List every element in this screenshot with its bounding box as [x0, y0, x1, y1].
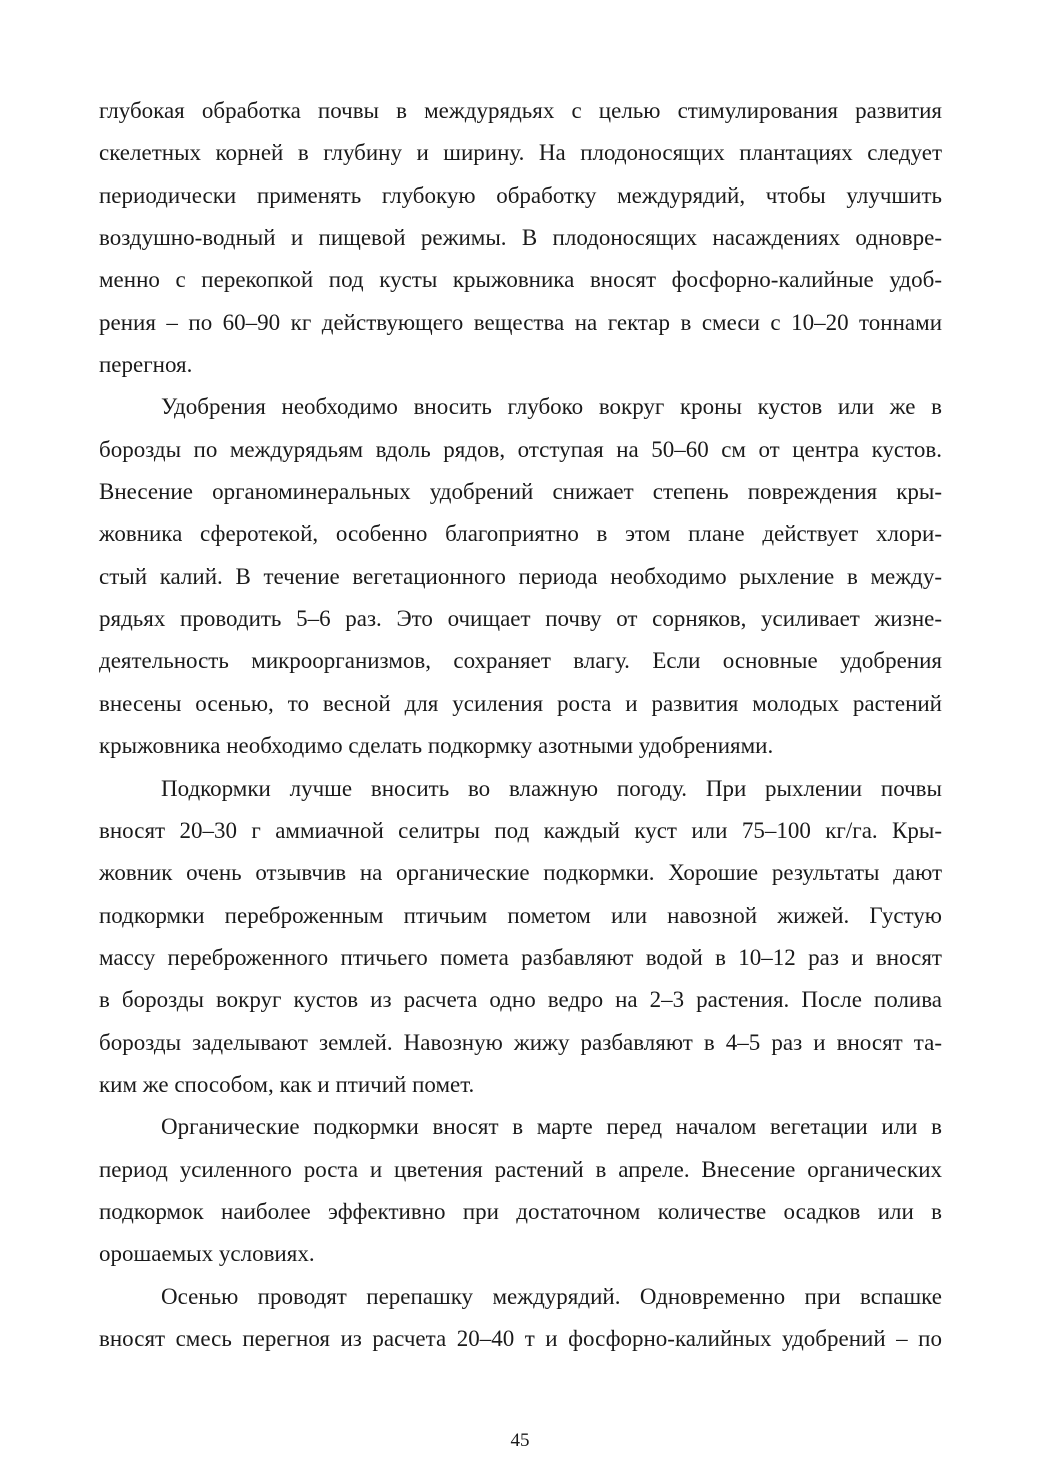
text-line: Подкормки лучше вносить во влажную погоду. При рыхлении почвы — [161, 775, 942, 801]
text-line: ким же способом, как и птичий помет. — [99, 1071, 475, 1097]
text-line: жовника сферотекой, особенно благоприятно в этом плане действует хлори- — [99, 521, 942, 547]
text-line: Органические подкормки вносят в марте перед началом вегетации или в — [161, 1114, 942, 1140]
text-line: борозды по междурядьям вдоль рядов, отступая на 50–60 см от центра кустов. — [99, 436, 942, 462]
page-number: 45 — [510, 1430, 530, 1451]
paragraph-1 — [99, 90, 942, 386]
text-line: менно с перекопкой под кусты крыжовника вносят фосфорно-калийные удоб- — [99, 267, 942, 293]
text-line: период усиленного роста и цветения растений в апреле. Внесение органических — [99, 1156, 942, 1182]
text-line: в борозды вокруг кустов из расчета одно ведро на 2–3 растения. После полива — [99, 987, 942, 1013]
text-line: воздушно-водный и пищевой режимы. В плодоносящих насаждениях одновре- — [99, 225, 942, 251]
text-line: периодически применять глубокую обработку междурядий, чтобы улучшить — [99, 182, 942, 208]
text-line: Удобрения необходимо вносить глубоко вокруг кроны кустов или же в — [161, 394, 942, 420]
text-line: жовник очень отзывчив на органические подкормки. Хорошие результаты дают — [99, 860, 942, 886]
text-line: рения – по 60–90 кг действующего вещества на гектар в смеси с 10–20 тоннами — [99, 309, 942, 335]
text-line: борозды заделывают землей. Навозную жижу разбавляют в 4–5 раз и вносят та- — [99, 1029, 942, 1055]
text-line: перегноя. — [99, 352, 193, 378]
text-line: рядьях проводить 5–6 раз. Это очищает почву от сорняков, усиливает жизне- — [99, 606, 942, 632]
document-body — [99, 90, 942, 1360]
text-line: орошаемых условиях. — [99, 1241, 315, 1267]
text-line: вносят смесь перегноя из расчета 20–40 т и фосфорно-калийных удобрений – по — [99, 1325, 942, 1351]
text-line: глубокая обработка почвы в междурядьях с целью стимулирования развития — [99, 98, 942, 123]
text-line: стый калий. В течение вегетационного периода необходимо рыхление в между- — [99, 563, 942, 589]
text-line: деятельность микроорганизмов, сохраняет влагу. Если основные удобрения — [99, 648, 942, 674]
text-line: крыжовника необходимо сделать подкормку азотными удобрениями. — [99, 733, 774, 759]
text-line: подкормки переброженным птичьим пометом или навозной жижей. Густую — [99, 902, 942, 928]
paragraph-2 — [99, 386, 942, 767]
text-line: Внесение органоминеральных удобрений снижает степень повреждения кры- — [99, 479, 942, 505]
paragraph-3 — [99, 768, 942, 1107]
text-line: массу переброженного птичьего помета разбавляют водой в 10–12 раз и вносят — [99, 944, 942, 970]
text-line: скелетных корней в глубину и ширину. На плодоносящих плантациях следует — [99, 140, 942, 166]
text-line: Осенью проводят перепашку междурядий. Одновременно при вспашке — [161, 1283, 942, 1309]
paragraph-5 — [99, 1276, 942, 1361]
text-line: подкормок наиболее эффективно при достаточном количестве осадков или в — [99, 1198, 942, 1224]
text-line: внесены осенью, то весной для усиления роста и развития молодых растений — [99, 690, 942, 716]
paragraph-4 — [99, 1106, 942, 1275]
text-line: вносят 20–30 г аммиачной селитры под каждый куст или 75–100 кг/га. Кры- — [99, 817, 942, 843]
